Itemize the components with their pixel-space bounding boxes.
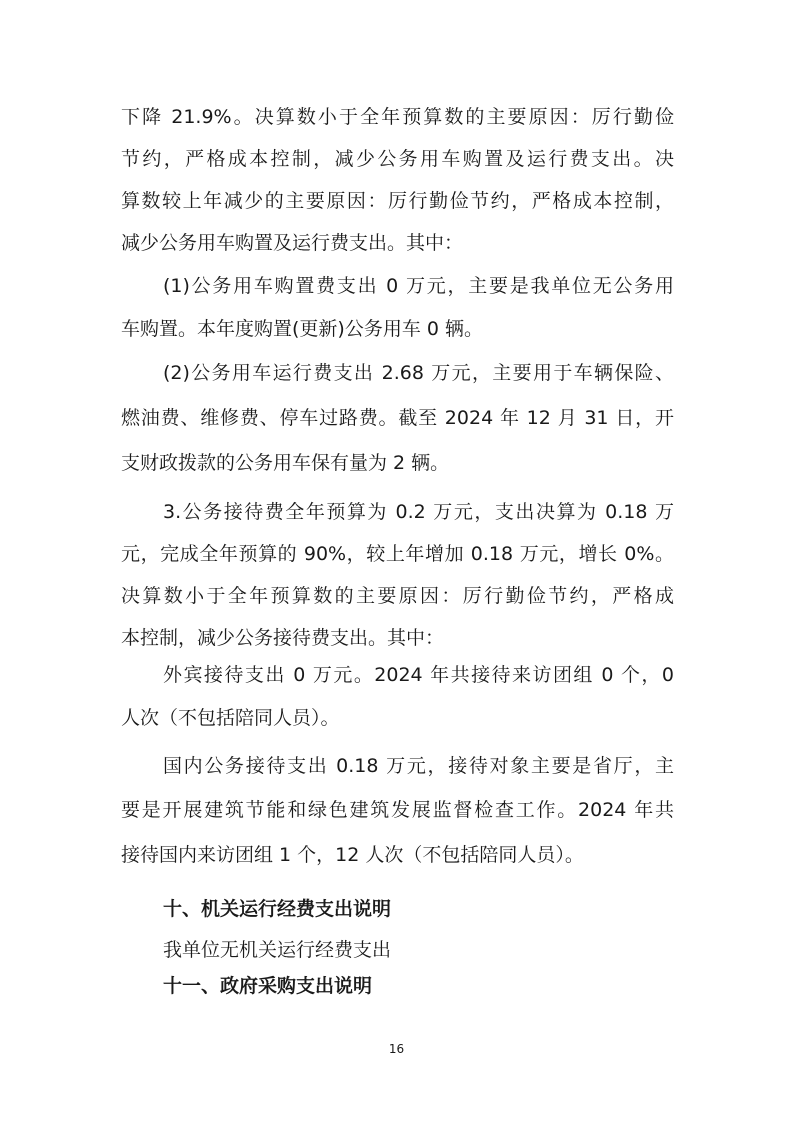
paragraph-line: 国内公务接待支出 0.18 万元，接待对象主要是省厅，主 <box>163 755 674 777</box>
paragraph-line: 减少公务用车购置及运行费支出。其中： <box>121 232 464 254</box>
paragraph-line: 元，完成全年预算的 90%，较上年增加 0.18 万元，增长 0%。 <box>121 543 674 565</box>
paragraph-line: 3.公务接待费全年预算为 0.2 万元，支出决算为 0.18 万 <box>163 501 674 523</box>
paragraph-line: 支财政拨款的公务用车保有量为 2 辆。 <box>121 452 450 474</box>
page-number: 16 <box>388 1042 405 1056</box>
paragraph-line: 燃油费、维修费、停车过路费。截至 2024 年 12 月 31 日，开 <box>121 407 674 429</box>
section-heading: 十一、政府采购支出说明 <box>163 975 373 997</box>
section-heading: 十、机关运行经费支出说明 <box>163 898 392 920</box>
paragraph-line: 决算数小于全年预算数的主要原因：厉行勤俭节约，严格成 <box>121 585 674 607</box>
paragraph-line: 车购置。本年度购置(更新)公务用车 0 辆。 <box>121 318 483 340</box>
paragraph-line: 人次（不包括陪同人员）。 <box>121 707 340 729</box>
paragraph-line: 本控制，减少公务接待费支出。其中： <box>121 627 445 649</box>
paragraph-line: 要是开展建筑节能和绿色建筑发展监督检查工作。2024 年共 <box>121 799 674 821</box>
paragraph-line: 接待国内来访团组 1 个，12 人次（不包括陪同人员）。 <box>121 844 584 866</box>
paragraph-line: (2)公务用车运行费支出 2.68 万元，主要用于车辆保险、 <box>163 362 674 384</box>
paragraph-line: 外宾接待支出 0 万元。2024 年共接待来访团组 0 个，0 <box>163 664 674 686</box>
paragraph-line: 算数较上年减少的主要原因：厉行勤俭节约，严格成本控制， <box>121 190 674 212</box>
paragraph-line: 下降 21.9%。决算数小于全年预算数的主要原因：厉行勤俭 <box>121 106 674 128</box>
paragraph-line: (1)公务用车购置费支出 0 万元，主要是我单位无公务用 <box>163 275 674 297</box>
paragraph-line: 节约，严格成本控制，减少公务用车购置及运行费支出。决 <box>121 148 674 170</box>
paragraph-line: 我单位无机关运行经费支出 <box>163 939 392 961</box>
